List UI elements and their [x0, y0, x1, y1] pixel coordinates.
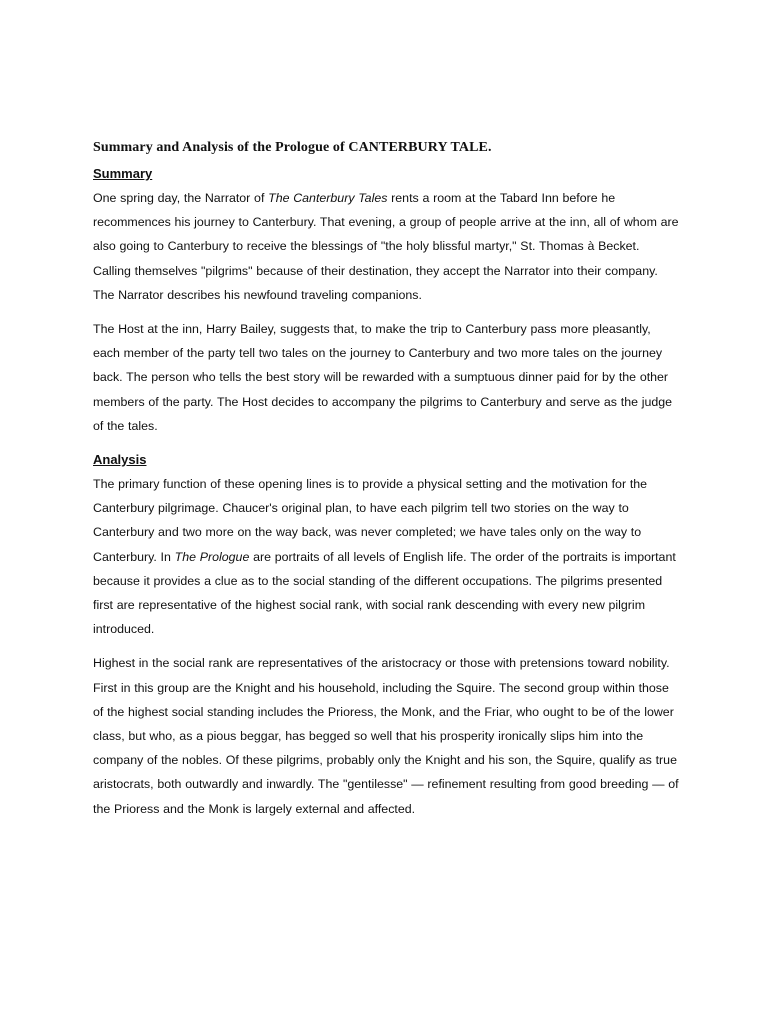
prologue-title-italic: The Prologue [174, 549, 250, 564]
document-title: Summary and Analysis of the Prologue of CANTERBURY TALE. [93, 140, 492, 155]
analysis-paragraph-1-after: are portraits of all levels of English life. The order of the portraits is important because it provides a clue as to the social standing of the different occupations. The pilgrims presented first are representative of the highest social rank, with social rank descending with every new pilgrim introduced. [93, 549, 676, 637]
summary-paragraph-1-before: One spring day, the Narrator of [93, 191, 269, 205]
book-title-italic: The Canterbury Tales [268, 191, 388, 205]
document-page [93, 138, 679, 831]
analysis-paragraph-2: Highest in the social rank are representatives of the aristocracy or those with pretensions toward nobility. First in this group are the Knight and his household, including the Squire. The second group within those of the highest social standing includes the Prioress, the Monk, and the Friar, who ought to be of the lower class, but who, as a pious beggar, has begged so well that his prosperity ironically slips him into the company of the nobles. Of these pilgrims, probably only the Knight and his son, the Squire, qualify as true aristocrats, both outwardly and inwardly. The "gentilesse" — refinement resulting from good breeding — of the Prioress and the Monk is largely external and affected. [93, 656, 679, 816]
analysis-paragraph-1 [93, 472, 679, 641]
analysis-heading: Analysis [93, 452, 147, 468]
summary-paragraph-1 [93, 186, 679, 307]
summary-heading: Summary [93, 166, 153, 181]
analysis-paragraph-1-before: The primary function of these opening lines is to provide a physical setting and the motivation for the Canterbury pilgrimage. Chaucer's original plan, to have each pilgrim tell two stories on the way to Canterbury and two more on the way back, was never completed; we have tales only on the way to Canterbury. In [93, 477, 648, 564]
summary-paragraph-2: The Host at the inn, Harry Bailey, suggests that, to make the trip to Canterbury pass more pleasantly, each member of the party tell two tales on the journey to Canterbury and two more tales on the journey back. The person who tells the best story will be rewarded with a sumptuous dinner paid for by the other members of the party. The Host decides to accompany the pilgrims to Canterbury and serve as the judge of the tales. [93, 322, 673, 433]
summary-paragraph-1-after: rents a room at the Tabard Inn before he recommences his journey to Canterbury. That evening, a group of people arrive at the inn, all of whom are also going to Canterbury to receive the blessings of "the holy blissful martyr," St. Thomas à Becket. Calling themselves "pilgrims" because of their destination, they accept the Narrator into their company. The Narrator describes his newfound traveling companions. [93, 191, 679, 302]
